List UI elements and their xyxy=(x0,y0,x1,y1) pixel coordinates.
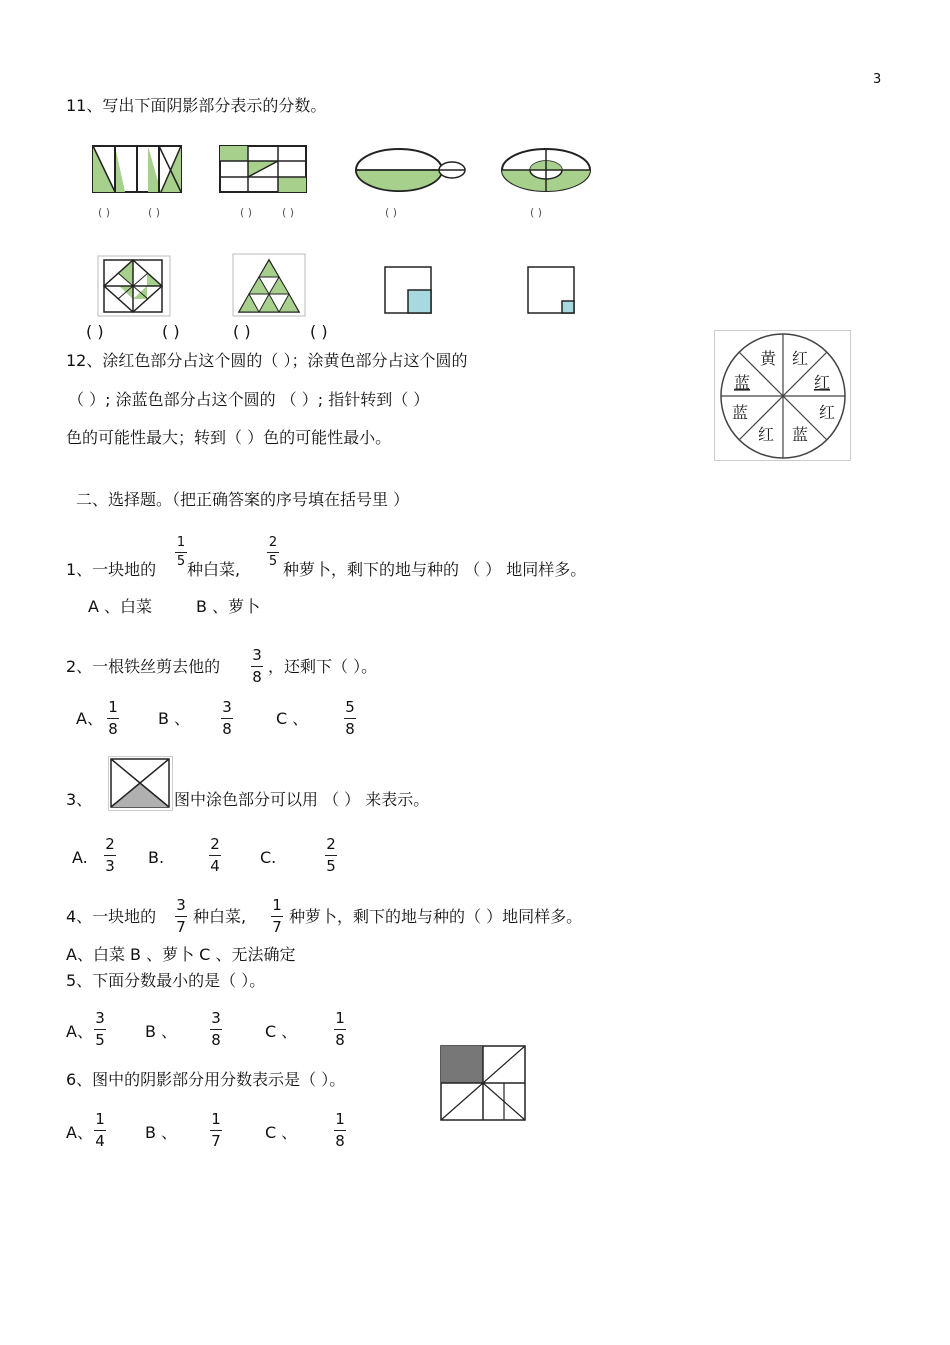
c4-post: 种萝卜，剩下的地与种的（ ）地同样多。 xyxy=(289,907,583,926)
wheel-label-5: 蓝 xyxy=(731,403,749,422)
c4-frac-1: 3 7 xyxy=(176,896,186,936)
c5-frac-c: 1 8 xyxy=(335,1009,345,1049)
wheel-label-1: 黄 xyxy=(759,349,777,368)
c1-pre: 1、一块地的 xyxy=(66,560,157,579)
q11-answer-blank-3[interactable]: ( ) xyxy=(233,322,251,341)
c1-post: 种萝卜，剩下的地与种的 （ ） 地同样多。 xyxy=(283,560,587,579)
q11-blank-6[interactable]: ( ) xyxy=(530,206,543,219)
q11-blank-2[interactable]: ( ) xyxy=(148,206,161,219)
c2-frac: 3 8 xyxy=(252,646,262,686)
c2-frac-b: 3 8 xyxy=(222,698,232,738)
q11-figure-triangle xyxy=(233,254,305,316)
q11-figure-square-sixteenth xyxy=(527,266,575,314)
c1-option-a[interactable]: A 、白菜 xyxy=(88,597,153,616)
q11-answer-blank-1[interactable]: ( ) xyxy=(86,322,104,341)
c2-label-c[interactable]: C 、 xyxy=(276,709,309,728)
q12-spinner-wheel xyxy=(714,330,852,462)
c5-label-b[interactable]: B 、 xyxy=(145,1022,178,1041)
c6-label-a[interactable]: A、 xyxy=(66,1123,93,1142)
q12-line-3: 色的可能性最大；转到（ ）色的可能性最小。 xyxy=(66,428,392,447)
c4-pre: 4、一块地的 xyxy=(66,907,157,926)
c1-frac-2: 2 5 xyxy=(268,535,278,569)
q11-figure-grid xyxy=(220,146,308,194)
q11-blank-1[interactable]: ( ) xyxy=(98,206,111,219)
q11-figure-ellipse-quarters xyxy=(500,148,592,194)
c4-mid: 种白菜, xyxy=(193,907,247,926)
c1-mid: 种白菜, xyxy=(187,560,241,579)
wheel-label-7: 红 xyxy=(757,425,775,444)
c3-post: 图中涂色部分可以用 （ ） 来表示。 xyxy=(174,790,430,809)
page-number: 3 xyxy=(873,72,882,87)
c3-label-a[interactable]: A. xyxy=(72,848,88,867)
c6-label-b[interactable]: B 、 xyxy=(145,1123,178,1142)
wheel-label-6: 红 xyxy=(818,403,836,422)
c5-frac-b: 3 8 xyxy=(211,1009,221,1049)
c3-figure-hourglass xyxy=(108,756,173,811)
wheel-label-4: 红 xyxy=(813,373,831,392)
c3-frac-c: 2 5 xyxy=(326,835,336,875)
c6-frac-a: 1 4 xyxy=(95,1110,105,1150)
c2-frac-a: 1 8 xyxy=(108,698,118,738)
q12-line-2: （ ）; 涂蓝色部分占这个圆的 （ ）; 指针转到（ ） xyxy=(68,390,430,409)
q11-answer-blank-4[interactable]: ( ) xyxy=(310,322,328,341)
q11-blank-3[interactable]: ( ) xyxy=(240,206,253,219)
c5-title: 5、下面分数最小的是（ ）。 xyxy=(66,971,266,990)
c4-options[interactable]: A、白菜 B 、萝卜 C 、无法确定 xyxy=(66,945,296,964)
c6-label-c[interactable]: C 、 xyxy=(265,1123,298,1142)
q11-title: 11、写出下面阴影部分表示的分数。 xyxy=(66,96,327,115)
c3-frac-b: 2 4 xyxy=(210,835,220,875)
c2-label-a[interactable]: A、 xyxy=(76,709,103,728)
c1-frac-1: 1 5 xyxy=(176,535,186,569)
c6-title: 6、图中的阴影部分用分数表示是（ ）。 xyxy=(66,1070,346,1089)
c4-frac-2: 1 7 xyxy=(272,896,282,936)
c2-post: ，还剩下（ ）。 xyxy=(268,657,378,676)
c1-option-b[interactable]: B 、萝卜 xyxy=(196,597,261,616)
q11-blank-4[interactable]: ( ) xyxy=(282,206,295,219)
q11-figure-ellipse-half xyxy=(355,148,470,194)
c5-label-a[interactable]: A、 xyxy=(66,1022,93,1041)
wheel-label-8: 蓝 xyxy=(791,425,809,444)
c2-frac-c: 5 8 xyxy=(345,698,355,738)
c3-label-b[interactable]: B. xyxy=(148,848,165,867)
c5-frac-a: 3 5 xyxy=(95,1009,105,1049)
c2-pre: 2、一根铁丝剪去他的 xyxy=(66,657,221,676)
c6-figure-square xyxy=(440,1045,526,1121)
c2-label-b[interactable]: B 、 xyxy=(158,709,191,728)
c6-frac-b: 1 7 xyxy=(211,1110,221,1150)
section-2-title: 二、选择题。（把正确答案的序号填在括号里 ） xyxy=(76,490,410,509)
q12-line-1: 12、涂红色部分占这个圆的（ ）；涂黄色部分占这个圆的 xyxy=(66,351,468,370)
c3-pre: 3、 xyxy=(66,790,93,809)
q11-figure-square-diamond xyxy=(98,256,170,316)
q11-figure-square-quarter xyxy=(384,266,432,314)
c6-frac-c: 1 8 xyxy=(335,1110,345,1150)
q11-figure-rect-triangles xyxy=(93,146,183,194)
c5-label-c[interactable]: C 、 xyxy=(265,1022,298,1041)
q11-blank-5[interactable]: ( ) xyxy=(385,206,398,219)
wheel-label-2: 红 xyxy=(791,349,809,368)
q11-answer-blank-2[interactable]: ( ) xyxy=(162,322,180,341)
wheel-label-3: 蓝 xyxy=(733,373,751,392)
c3-label-c[interactable]: C. xyxy=(260,848,277,867)
c3-frac-a: 2 3 xyxy=(105,835,115,875)
